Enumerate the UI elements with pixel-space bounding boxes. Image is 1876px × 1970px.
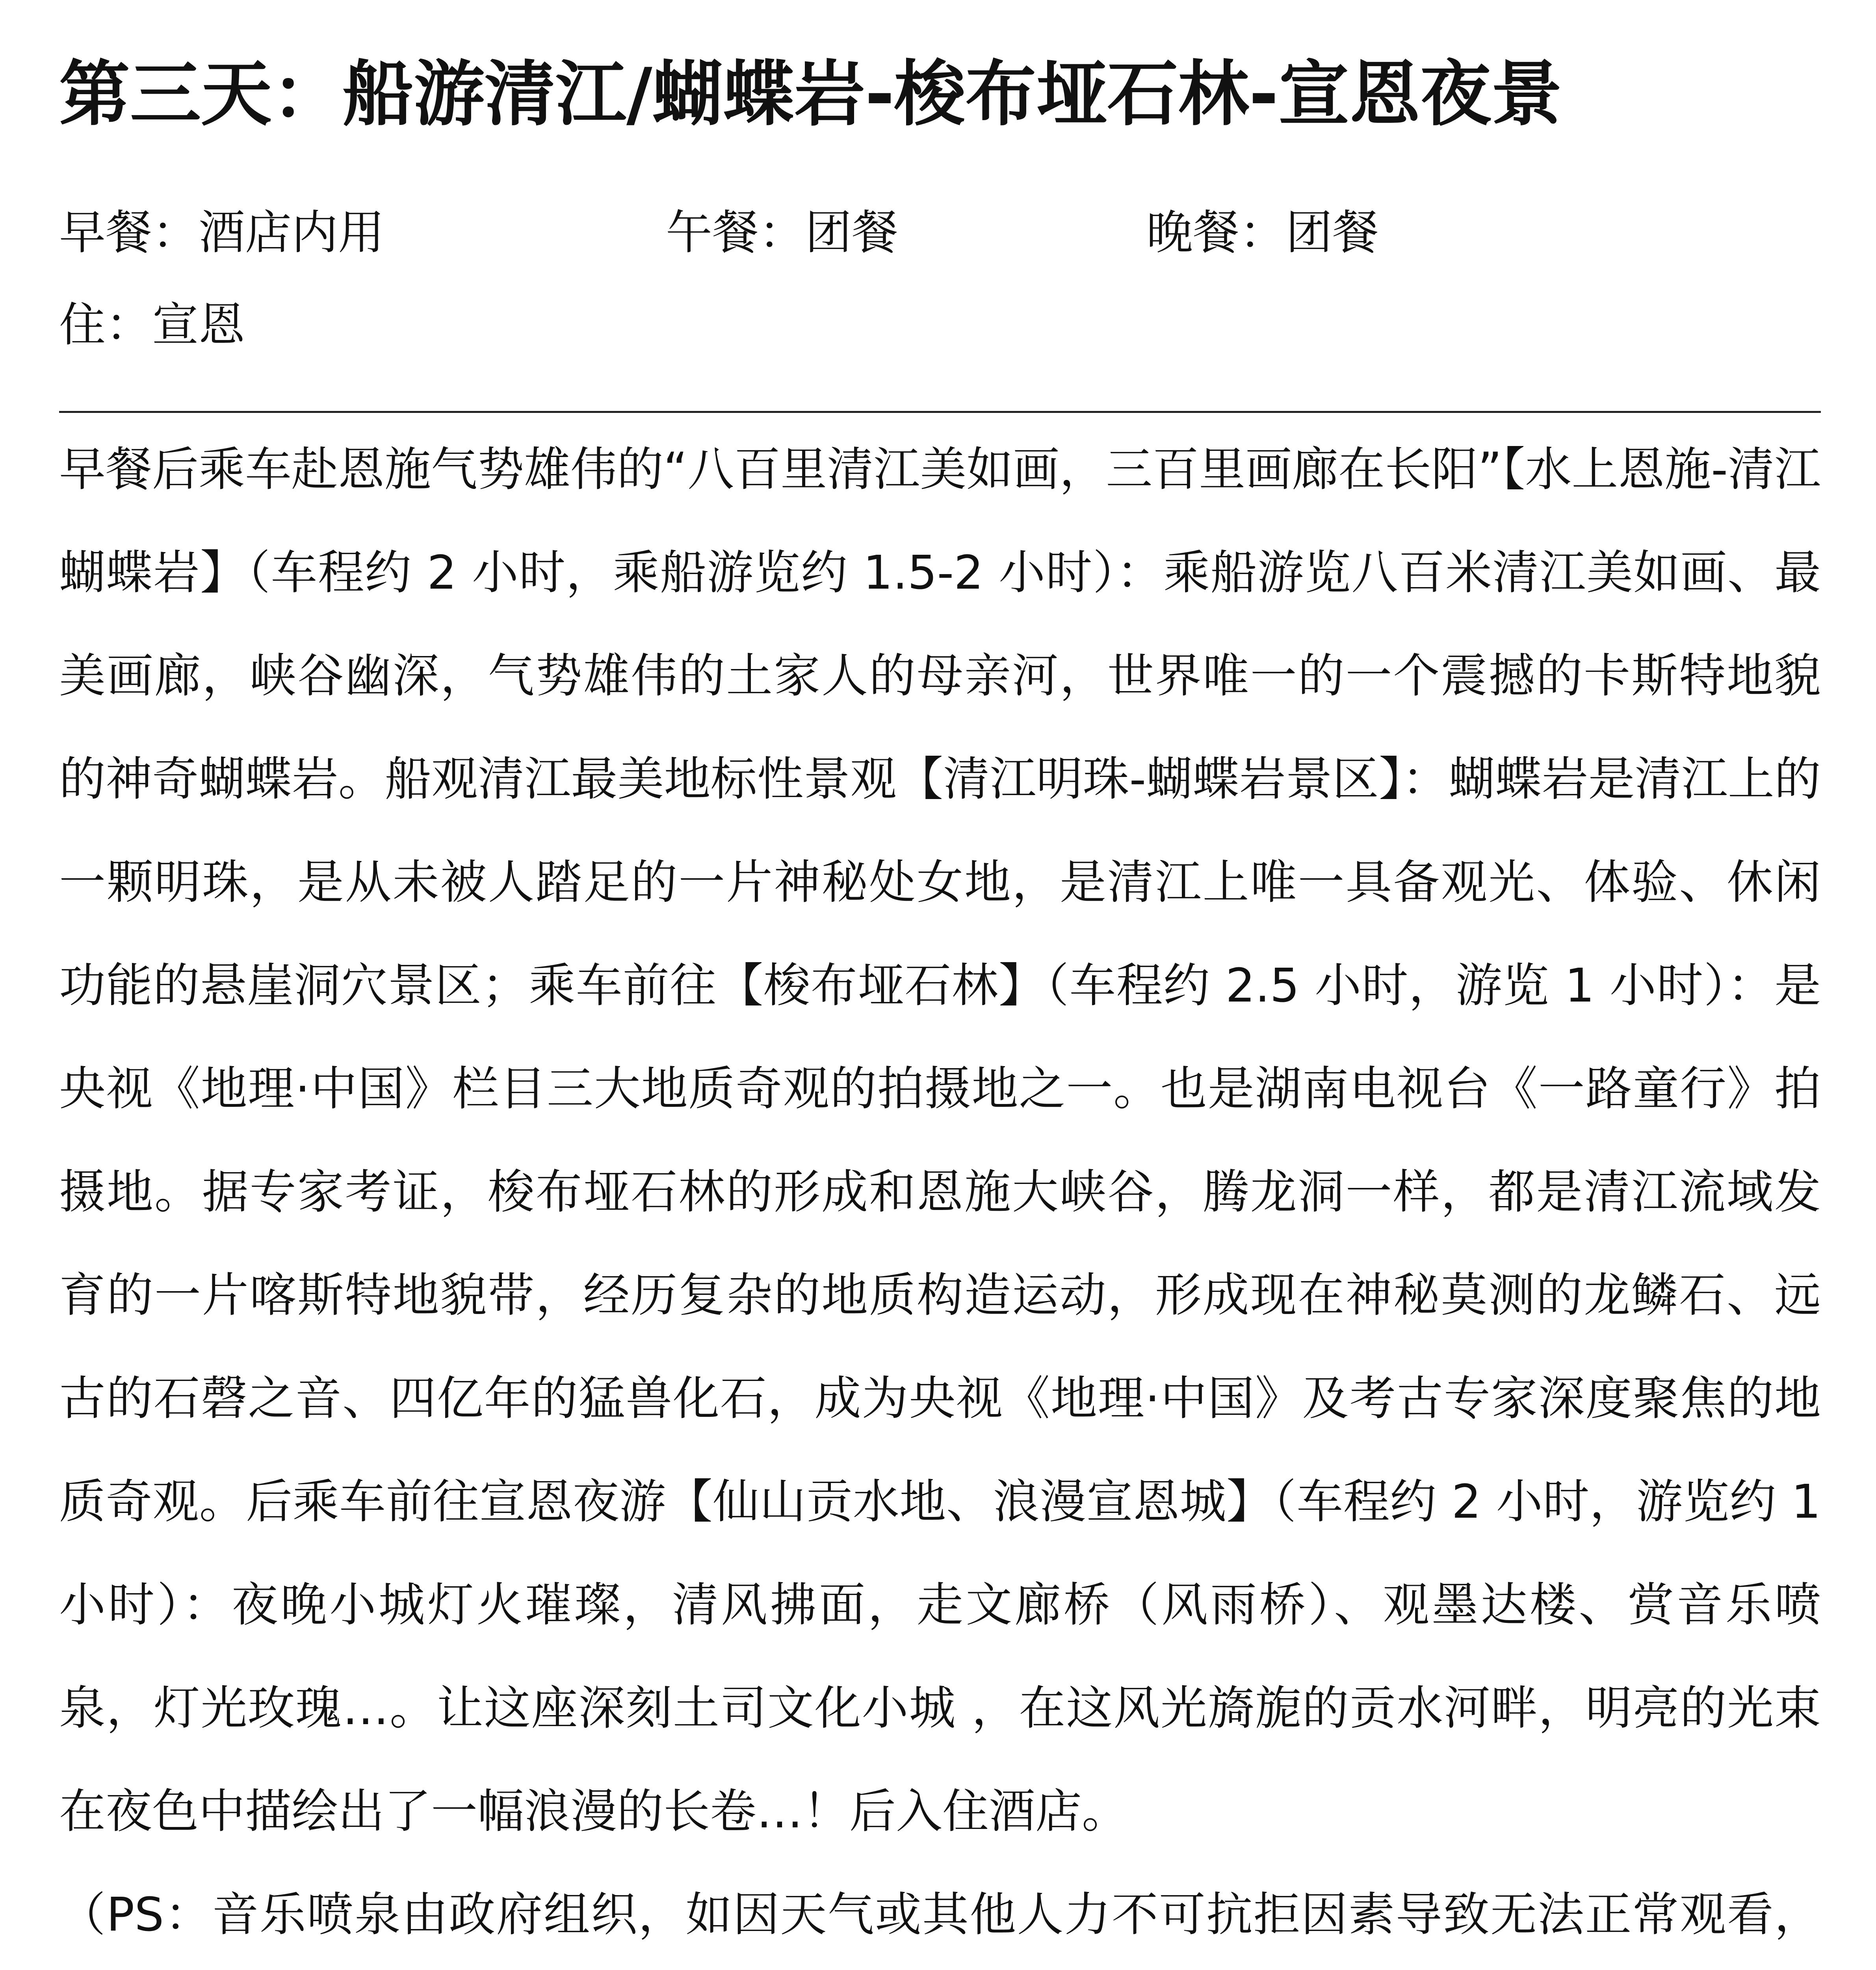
day3-breakfast: 早餐：酒店内用 [59, 205, 385, 260]
day3-lunch: 午餐：团餐 [666, 205, 899, 260]
day3-description-text: 早餐后乘车赴恩施气势雄伟的“八百里清江美如画，三百里画廊在长阳”【水上恩施-清江蝴蝶岩】（车程约 2 小时，乘船游览约 1.5-2 小时）：乘船游览八百米清江美如画、最美画廊，峡谷幽深，气势雄伟的土家人的母亲河，世界唯一的一个震撼的卡斯特地貌的神奇蝴蝶岩。船观清江最美地标性景观【清江明珠-蝴蝶岩景区】：蝴蝶岩是清江上的一颗明珠，是从未被人踏足的一片神秘处女地，是清江上唯一具备观光、体验、休闲功能的悬崖洞穴景区；乘车前往【梭布垭石林】（车程约 2.5 小时，游览 1 小时）：是央视《地理·中国》栏目三大地质奇观的拍摄地之一。也是湖南电视台《一路童行》拍摄地。据专家考证，梭布垭石林的形成和恩施大峡谷，腾龙洞一样，都是清江流域发育的一片喀斯特地貌带，经历复杂的地质构造运动，形成现在神秘莫测的龙鳞石、远古的石磬之音、四亿年的猛兽化石，成为央视《地理·中国》及考古专家深度聚焦的地质奇观。后乘车前往宣恩夜游【仙山贡水地、浪漫宣恩城】（车程约 2 小时，游览约 1 小时）：夜晚小城灯火璀璨，清风拂面，走文廊桥（风雨桥）、观墨达楼、赏音乐喷泉，灯光玫瑰…。让这座深刻土司文化小城 ，在这风光旖旎的贡水河畔，明亮的光束在夜色中描绘出了一幅浪漫的长卷…！后入住酒店。 [59, 442, 1821, 1838]
day3-title: 第三天：船游清江/蝴蝶岩-梭布垭石林-宣恩夜景 [59, 53, 1562, 136]
day3-dinner: 晚餐：团餐 [1146, 205, 1379, 260]
day3-stay: 住：宣恩 [59, 297, 245, 352]
day3-description [59, 418, 1821, 1970]
day3-note: （PS：音乐喷泉由政府组织，如因天气或其他人力不可抗拒因素导致无法正常观看， [59, 1887, 1821, 1942]
day3-divider [59, 411, 1821, 413]
